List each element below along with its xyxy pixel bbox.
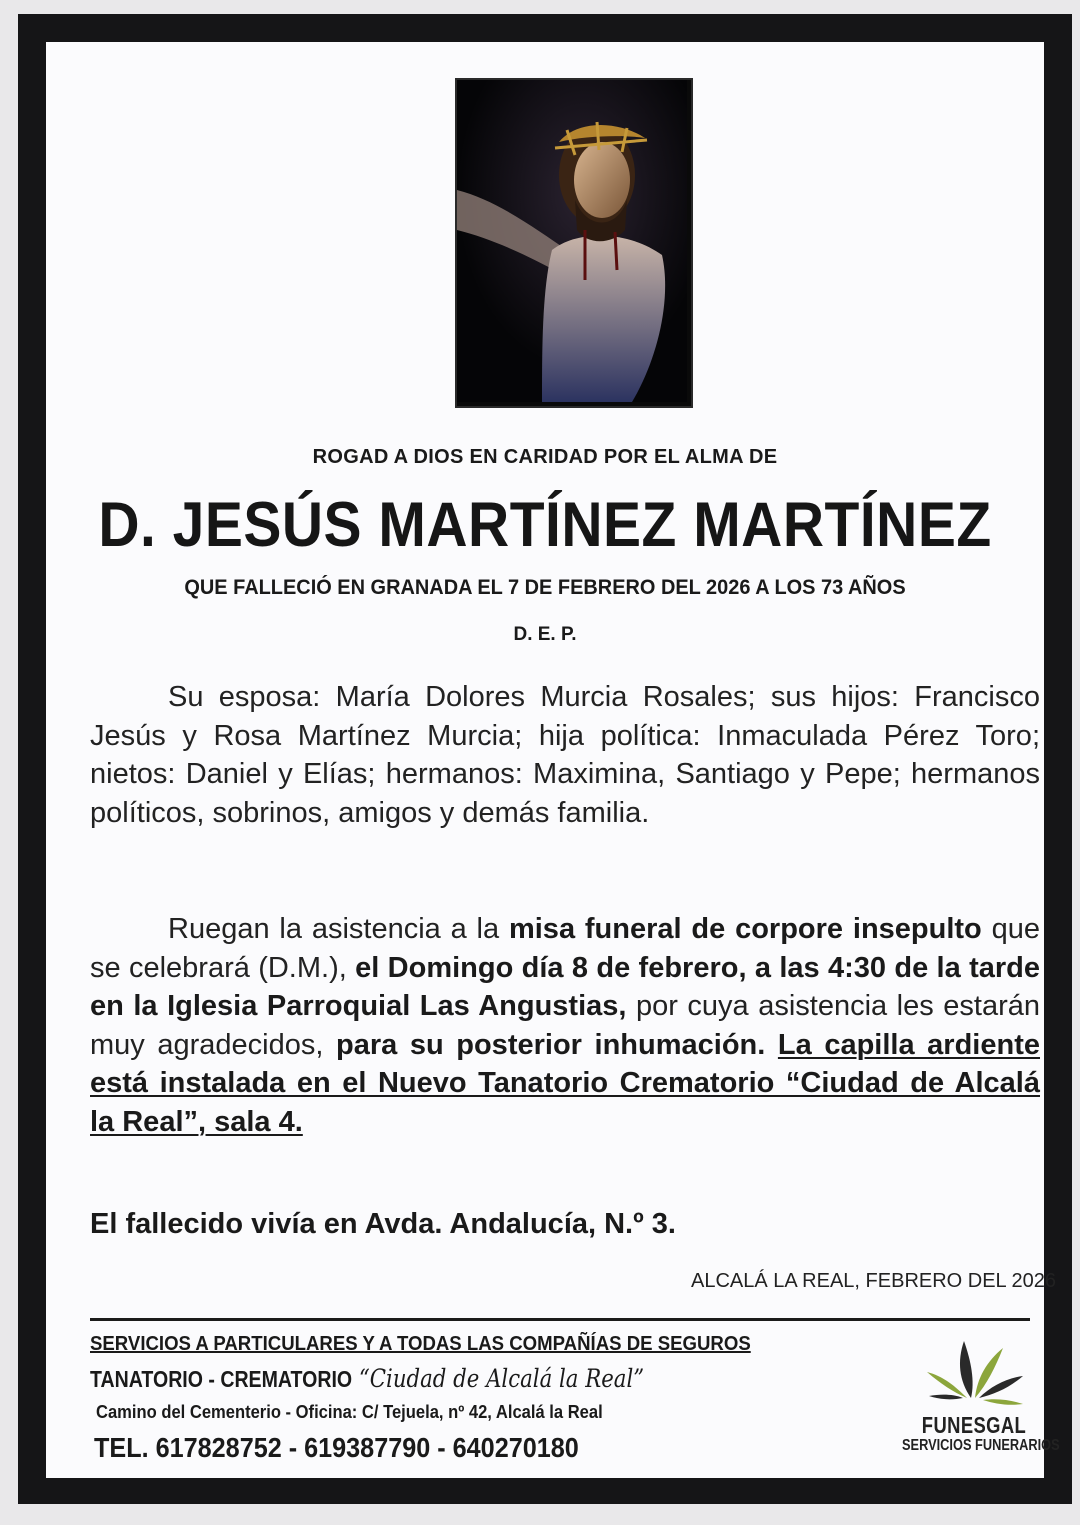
phone-numbers: TEL. 617828752 - 619387790 - 640270180 — [94, 1432, 579, 1463]
mass-bold-3: para su posterior inhumación. — [336, 1028, 766, 1061]
tanatorio-label: TANATORIO - CREMATORIO — [90, 1366, 353, 1392]
mass-text-3: por cuya asistencia les estarán muy agradecidos, — [90, 990, 1040, 1061]
mass-text-2: que se celebrará (D.M.), — [90, 913, 1040, 984]
black-mourning-frame — [18, 14, 1072, 1504]
tanatorio-script-name: “Ciudad de Alcalá la Real” — [358, 1364, 645, 1393]
services-line: SERVICIOS A PARTICULARES Y A TODAS LAS COMPAÑÍAS DE SEGUROS — [90, 1333, 751, 1355]
rip-abbreviation: D. E. P. — [513, 624, 577, 645]
mass-bold-1: misa funeral de corpore insepulto — [508, 913, 982, 945]
mass-bold-2: el Domingo día 8 de febrero, a las 4:30 de la tarde en la Iglesia Parroquial Las Angustias, — [90, 951, 1040, 1022]
mass-paragraph — [90, 910, 1040, 1141]
mass-text-4 — [765, 1029, 778, 1061]
residence-line: El fallecido vivía en Avda. Andalucía, N.º 3. — [90, 1208, 676, 1240]
leaf-fan-logo — [919, 1336, 1029, 1406]
logo-name: FUNESGAL — [921, 1412, 1027, 1438]
obituary-sheet — [46, 42, 1060, 1478]
address-line: Camino del Cementerio - Oficina: C/ Tejuela, nº 42, Alcalá la Real — [96, 1402, 603, 1422]
logo-tagline: SERVICIOS FUNERARIOS — [902, 1437, 1060, 1454]
footer-divider — [90, 1318, 1030, 1321]
family-paragraph: Su esposa: María Dolores Murcia Rosales; sus hijos: Francisco Jesús y Rosa Martínez Murcia; hija política: Inmaculada Pérez Toro; nietos: Daniel y Elías; hermanos: Maximina, Santiago y Pepe; hermanos políticos, sobrinos, amigos y demás familia. — [90, 681, 1040, 829]
chapel-location: La capilla ardiente está instalada en el Nuevo Tanatorio Crematorio “Ciudad de Alcalá la Real”, sala 4. — [90, 1028, 1040, 1138]
place-date: ALCALÁ LA REAL, FEBRERO DEL 2026 — [691, 1270, 1056, 1292]
prayer-heading: ROGAD A DIOS EN CARIDAD POR EL ALMA DE — [312, 446, 778, 468]
death-details: QUE FALLECIÓ EN GRANADA EL 7 DE FEBRERO DEL 2026 A LOS 73 AÑOS — [184, 576, 906, 599]
tanatorio-line — [90, 1364, 644, 1393]
crucified-christ-photo — [455, 78, 693, 408]
deceased-name: D. JESÚS MARTÍNEZ MARTÍNEZ — [98, 489, 992, 561]
mass-text-1: Ruegan la asistencia a la — [168, 913, 509, 945]
funesgal-logo — [884, 1336, 1064, 1476]
